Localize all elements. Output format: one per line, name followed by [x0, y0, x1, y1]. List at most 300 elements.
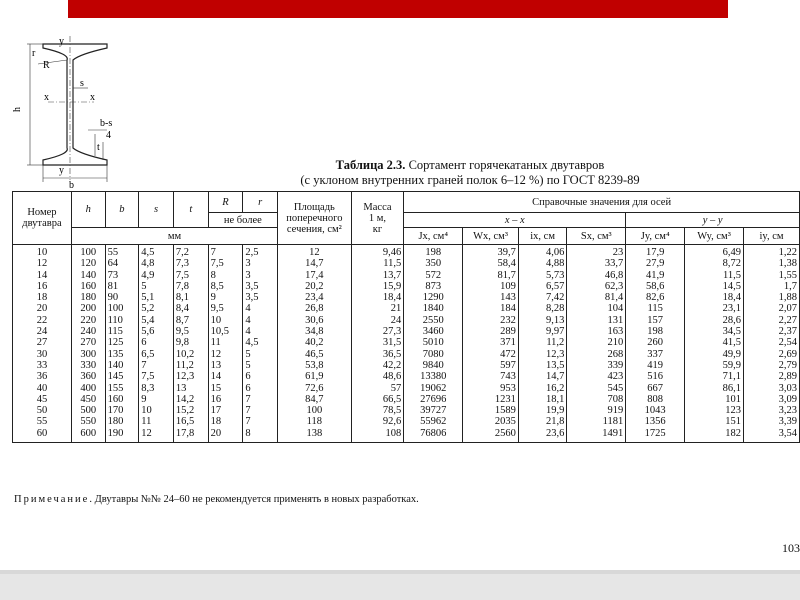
- cell-Wx: 597: [463, 360, 519, 371]
- label-R: R: [43, 60, 50, 71]
- table-row: [13, 428, 800, 443]
- cell-area: 14,7: [278, 258, 352, 269]
- cell-Wy: 41,5: [685, 337, 744, 348]
- cell-Jx: 55962: [404, 416, 463, 427]
- cell-number: 24: [13, 326, 72, 337]
- cell-b: 55: [105, 245, 139, 259]
- cell-iy: 2,07: [744, 303, 800, 314]
- note-text: . Двутавры №№ 24–60 не рекомендуется применять в новых разработках.: [89, 494, 419, 505]
- cell-r: 3: [243, 258, 278, 269]
- cell-Wx: 472: [463, 349, 519, 360]
- cell-R: 9: [208, 292, 243, 303]
- cell-Wx: 743: [463, 371, 519, 382]
- cell-iy: 2,79: [744, 360, 800, 371]
- header-Jx: Jx, см⁴: [404, 228, 463, 245]
- cell-h: 300: [71, 349, 105, 360]
- cell-area: 17,4: [278, 270, 352, 281]
- cell-s: 4,8: [139, 258, 174, 269]
- cell-Wx: 2035: [463, 416, 519, 427]
- cell-area: 46,5: [278, 349, 352, 360]
- cell-number: 12: [13, 258, 72, 269]
- cell-t: 16,5: [173, 416, 208, 427]
- cell-b: 110: [105, 315, 139, 326]
- cell-ix: 16,2: [518, 383, 566, 394]
- cell-ix: 13,5: [518, 360, 566, 371]
- cell-R: 8: [208, 270, 243, 281]
- cell-Jy: 82,6: [626, 292, 685, 303]
- cell-R: 20: [208, 428, 243, 443]
- cell-s: 6: [139, 337, 174, 348]
- cell-b: 100: [105, 303, 139, 314]
- cell-number: 36: [13, 371, 72, 382]
- ibeam-table: [12, 191, 800, 443]
- cell-r: 7: [243, 394, 278, 405]
- cell-Jx: 873: [404, 281, 463, 292]
- table-row: [13, 349, 800, 360]
- header-reference: Справочные значения для осей: [404, 192, 800, 213]
- cell-Wx: 232: [463, 315, 519, 326]
- cell-Sx: 708: [567, 394, 626, 405]
- table-row: [13, 292, 800, 303]
- table-caption: [280, 158, 660, 188]
- cell-s: 4,5: [139, 245, 174, 259]
- cell-b: 155: [105, 383, 139, 394]
- cell-ix: 6,57: [518, 281, 566, 292]
- cell-ix: 9,13: [518, 315, 566, 326]
- cell-Jx: 27696: [404, 394, 463, 405]
- cell-Jy: 337: [626, 349, 685, 360]
- cell-Wy: 182: [685, 428, 744, 443]
- cell-Wy: 59,9: [685, 360, 744, 371]
- cell-Jy: 115: [626, 303, 685, 314]
- cell-Wy: 14,5: [685, 281, 744, 292]
- cell-h: 500: [71, 405, 105, 416]
- cell-number: 18: [13, 292, 72, 303]
- cell-area: 40,2: [278, 337, 352, 348]
- cell-mass: 66,5: [351, 394, 404, 405]
- cell-R: 8,5: [208, 281, 243, 292]
- cell-Jx: 350: [404, 258, 463, 269]
- cell-h: 240: [71, 326, 105, 337]
- cell-h: 160: [71, 281, 105, 292]
- cell-mass: 57: [351, 383, 404, 394]
- cell-mass: 42,2: [351, 360, 404, 371]
- table-row: [13, 258, 800, 269]
- cell-Wx: 184: [463, 303, 519, 314]
- label-b-s: b-s: [100, 118, 113, 129]
- cell-h: 220: [71, 315, 105, 326]
- header-ix: ix, см: [518, 228, 566, 245]
- header-b: b: [105, 192, 139, 228]
- cell-Jx: 19062: [404, 383, 463, 394]
- cell-t: 10,2: [173, 349, 208, 360]
- label-t: t: [97, 142, 100, 153]
- cell-Wx: 143: [463, 292, 519, 303]
- cell-Sx: 1491: [567, 428, 626, 443]
- cell-iy: 2,37: [744, 326, 800, 337]
- cell-b: 115: [105, 326, 139, 337]
- cell-s: 12: [139, 428, 174, 443]
- cell-iy: 2,69: [744, 349, 800, 360]
- cell-mass: 11,5: [351, 258, 404, 269]
- header-area: Площадь поперечного сечения, см²: [278, 192, 352, 245]
- cell-iy: 2,27: [744, 315, 800, 326]
- cell-s: 11: [139, 416, 174, 427]
- table-row: [13, 315, 800, 326]
- table-note: [14, 494, 419, 505]
- cell-iy: 3,23: [744, 405, 800, 416]
- cell-Wy: 34,5: [685, 326, 744, 337]
- cell-Sx: 268: [567, 349, 626, 360]
- cell-Wy: 8,72: [685, 258, 744, 269]
- ibeam-section-drawing: [10, 30, 135, 192]
- cell-Sx: 81,4: [567, 292, 626, 303]
- cell-h: 400: [71, 383, 105, 394]
- table-row: [13, 270, 800, 281]
- cell-s: 6,5: [139, 349, 174, 360]
- cell-r: 6: [243, 371, 278, 382]
- cell-t: 9,8: [173, 337, 208, 348]
- cell-area: 100: [278, 405, 352, 416]
- cell-h: 120: [71, 258, 105, 269]
- cell-t: 7,5: [173, 270, 208, 281]
- cell-h: 270: [71, 337, 105, 348]
- cell-h: 550: [71, 416, 105, 427]
- cell-mass: 27,3: [351, 326, 404, 337]
- header-axis-yy: y – y: [626, 213, 800, 228]
- table-row: [13, 303, 800, 314]
- cell-mass: 15,9: [351, 281, 404, 292]
- cell-Jx: 39727: [404, 405, 463, 416]
- cell-h: 600: [71, 428, 105, 443]
- cell-number: 60: [13, 428, 72, 443]
- cell-Jx: 2550: [404, 315, 463, 326]
- cell-r: 4: [243, 303, 278, 314]
- header-t: t: [173, 192, 208, 228]
- cell-area: 20,2: [278, 281, 352, 292]
- cell-mass: 24: [351, 315, 404, 326]
- cell-Sx: 423: [567, 371, 626, 382]
- cell-t: 8,1: [173, 292, 208, 303]
- cell-R: 11: [208, 337, 243, 348]
- cell-Sx: 104: [567, 303, 626, 314]
- cell-Jx: 1840: [404, 303, 463, 314]
- cell-r: 5: [243, 360, 278, 371]
- cell-iy: 2,54: [744, 337, 800, 348]
- cell-s: 9: [139, 394, 174, 405]
- cell-Sx: 1181: [567, 416, 626, 427]
- cell-b: 170: [105, 405, 139, 416]
- cell-t: 15,2: [173, 405, 208, 416]
- cell-b: 190: [105, 428, 139, 443]
- cell-area: 84,7: [278, 394, 352, 405]
- cell-Jy: 27,9: [626, 258, 685, 269]
- cell-iy: 1,7: [744, 281, 800, 292]
- cell-mass: 48,6: [351, 371, 404, 382]
- header-Jy: Jy, см⁴: [626, 228, 685, 245]
- cell-iy: 1,38: [744, 258, 800, 269]
- cell-Wy: 23,1: [685, 303, 744, 314]
- cell-iy: 2,89: [744, 371, 800, 382]
- cell-ix: 9,97: [518, 326, 566, 337]
- cell-Jx: 76806: [404, 428, 463, 443]
- header-Wx: Wx, см³: [463, 228, 519, 245]
- cell-Sx: 339: [567, 360, 626, 371]
- cell-mass: 78,5: [351, 405, 404, 416]
- cell-r: 3,5: [243, 292, 278, 303]
- table-row: [13, 405, 800, 416]
- cell-number: 10: [13, 245, 72, 259]
- cell-R: 15: [208, 383, 243, 394]
- label-four: 4: [106, 130, 111, 141]
- cell-h: 100: [71, 245, 105, 259]
- cell-r: 8: [243, 428, 278, 443]
- cell-mass: 21: [351, 303, 404, 314]
- cell-Jx: 5010: [404, 337, 463, 348]
- cell-b: 140: [105, 360, 139, 371]
- cell-t: 12,3: [173, 371, 208, 382]
- table-row: [13, 360, 800, 371]
- header-iy: iy, см: [744, 228, 800, 245]
- cell-b: 135: [105, 349, 139, 360]
- page-number: 103: [782, 541, 800, 555]
- cell-area: 26,8: [278, 303, 352, 314]
- cell-r: 2,5: [243, 245, 278, 259]
- cell-R: 7: [208, 245, 243, 259]
- cell-R: 12: [208, 349, 243, 360]
- cell-Sx: 62,3: [567, 281, 626, 292]
- cell-Sx: 919: [567, 405, 626, 416]
- cell-Sx: 210: [567, 337, 626, 348]
- cell-Sx: 23: [567, 245, 626, 259]
- cell-ix: 21,8: [518, 416, 566, 427]
- cell-s: 7: [139, 360, 174, 371]
- header-number: Номер двутавра: [13, 192, 72, 245]
- bottom-stripe: [0, 570, 800, 574]
- label-x-left: x: [44, 92, 49, 103]
- cell-Jy: 808: [626, 394, 685, 405]
- cell-Wy: 123: [685, 405, 744, 416]
- cell-Wy: 11,5: [685, 270, 744, 281]
- cell-Wy: 86,1: [685, 383, 744, 394]
- caption-line2: (с уклоном внутренних граней полок 6–12 %) по ГОСТ 8239-89: [300, 173, 640, 187]
- cell-s: 8,3: [139, 383, 174, 394]
- cell-r: 4: [243, 326, 278, 337]
- cell-ix: 14,7: [518, 371, 566, 382]
- cell-s: 10: [139, 405, 174, 416]
- cell-mass: 92,6: [351, 416, 404, 427]
- cell-number: 50: [13, 405, 72, 416]
- cell-Jy: 1725: [626, 428, 685, 443]
- label-y-bottom: y: [59, 165, 64, 176]
- cell-t: 8,4: [173, 303, 208, 314]
- cell-Jy: 667: [626, 383, 685, 394]
- cell-b: 90: [105, 292, 139, 303]
- cell-ix: 7,42: [518, 292, 566, 303]
- table-row: [13, 337, 800, 348]
- top-banner: [68, 0, 728, 18]
- cell-area: 23,4: [278, 292, 352, 303]
- label-r: r: [32, 48, 36, 59]
- cell-area: 12: [278, 245, 352, 259]
- cell-Wy: 49,9: [685, 349, 744, 360]
- cell-mass: 9,46: [351, 245, 404, 259]
- cell-ix: 12,3: [518, 349, 566, 360]
- cell-ix: 4,06: [518, 245, 566, 259]
- cell-area: 34,8: [278, 326, 352, 337]
- cell-Jx: 9840: [404, 360, 463, 371]
- cell-number: 14: [13, 270, 72, 281]
- cell-Wy: 28,6: [685, 315, 744, 326]
- label-y-top: y: [59, 36, 64, 47]
- label-s: s: [80, 78, 84, 89]
- cell-s: 5,4: [139, 315, 174, 326]
- table-row: [13, 416, 800, 427]
- cell-number: 30: [13, 349, 72, 360]
- cell-Jy: 17,9: [626, 245, 685, 259]
- cell-Jx: 3460: [404, 326, 463, 337]
- cell-iy: 3,03: [744, 383, 800, 394]
- cell-b: 64: [105, 258, 139, 269]
- cell-Wx: 58,4: [463, 258, 519, 269]
- header-mass: Масса 1 м, кг: [351, 192, 404, 245]
- header-mm: мм: [71, 228, 277, 245]
- cell-R: 9,5: [208, 303, 243, 314]
- cell-r: 7: [243, 405, 278, 416]
- cell-s: 7,5: [139, 371, 174, 382]
- cell-R: 14: [208, 371, 243, 382]
- cell-Wx: 1231: [463, 394, 519, 405]
- cell-Sx: 33,7: [567, 258, 626, 269]
- header-s: s: [139, 192, 174, 228]
- cell-iy: 3,39: [744, 416, 800, 427]
- cell-Wy: 71,1: [685, 371, 744, 382]
- cell-Jy: 260: [626, 337, 685, 348]
- header-Wy: Wy, см³: [685, 228, 744, 245]
- cell-Jy: 198: [626, 326, 685, 337]
- cell-t: 14,2: [173, 394, 208, 405]
- cell-Wx: 953: [463, 383, 519, 394]
- cell-t: 17,8: [173, 428, 208, 443]
- cell-area: 30,6: [278, 315, 352, 326]
- header-axis-xx: x – x: [404, 213, 626, 228]
- cell-h: 140: [71, 270, 105, 281]
- cell-r: 6: [243, 383, 278, 394]
- table-row: [13, 326, 800, 337]
- table-row: [13, 281, 800, 292]
- cell-Jy: 58,6: [626, 281, 685, 292]
- cell-h: 450: [71, 394, 105, 405]
- table-row: [13, 383, 800, 394]
- cell-ix: 18,1: [518, 394, 566, 405]
- label-h: h: [12, 107, 23, 112]
- cell-R: 10: [208, 315, 243, 326]
- cell-iy: 3,09: [744, 394, 800, 405]
- cell-number: 45: [13, 394, 72, 405]
- table-row: [13, 394, 800, 405]
- cell-Sx: 545: [567, 383, 626, 394]
- cell-Jy: 157: [626, 315, 685, 326]
- cell-r: 7: [243, 416, 278, 427]
- cell-s: 5,1: [139, 292, 174, 303]
- cell-mass: 31,5: [351, 337, 404, 348]
- cell-R: 13: [208, 360, 243, 371]
- cell-number: 33: [13, 360, 72, 371]
- cell-h: 330: [71, 360, 105, 371]
- label-x-right: x: [90, 92, 95, 103]
- cell-Jy: 1356: [626, 416, 685, 427]
- cell-s: 5,2: [139, 303, 174, 314]
- cell-Sx: 46,8: [567, 270, 626, 281]
- cell-R: 16: [208, 394, 243, 405]
- cell-mass: 108: [351, 428, 404, 443]
- header-Sx: Sx, см³: [567, 228, 626, 245]
- cell-R: 18: [208, 416, 243, 427]
- cell-Wx: 39,7: [463, 245, 519, 259]
- cell-r: 5: [243, 349, 278, 360]
- cell-t: 8,7: [173, 315, 208, 326]
- cell-ix: 19,9: [518, 405, 566, 416]
- cell-Jy: 419: [626, 360, 685, 371]
- cell-Jx: 572: [404, 270, 463, 281]
- cell-t: 9,5: [173, 326, 208, 337]
- cell-iy: 1,55: [744, 270, 800, 281]
- cell-Wy: 101: [685, 394, 744, 405]
- header-r: r: [243, 192, 278, 213]
- cell-iy: 1,88: [744, 292, 800, 303]
- cell-mass: 13,7: [351, 270, 404, 281]
- cell-b: 81: [105, 281, 139, 292]
- cell-area: 53,8: [278, 360, 352, 371]
- cell-R: 10,5: [208, 326, 243, 337]
- cell-Wy: 18,4: [685, 292, 744, 303]
- header-h: h: [71, 192, 105, 228]
- cell-Wx: 1589: [463, 405, 519, 416]
- cell-ix: 5,73: [518, 270, 566, 281]
- cell-r: 3: [243, 270, 278, 281]
- note-label: Примечание: [14, 494, 90, 505]
- cell-b: 125: [105, 337, 139, 348]
- cell-s: 5,6: [139, 326, 174, 337]
- cell-Wx: 2560: [463, 428, 519, 443]
- caption-title: Таблица 2.3.: [335, 158, 406, 172]
- cell-r: 3,5: [243, 281, 278, 292]
- cell-Sx: 131: [567, 315, 626, 326]
- cell-Sx: 163: [567, 326, 626, 337]
- cell-h: 200: [71, 303, 105, 314]
- header-not-more: не более: [208, 213, 277, 228]
- cell-t: 7,8: [173, 281, 208, 292]
- cell-b: 180: [105, 416, 139, 427]
- cell-number: 16: [13, 281, 72, 292]
- table-row: [13, 371, 800, 382]
- cell-number: 22: [13, 315, 72, 326]
- cell-area: 118: [278, 416, 352, 427]
- table-row: [13, 245, 800, 259]
- cell-Jx: 198: [404, 245, 463, 259]
- cell-Jx: 1290: [404, 292, 463, 303]
- cell-iy: 3,54: [744, 428, 800, 443]
- cell-ix: 8,28: [518, 303, 566, 314]
- cell-area: 72,6: [278, 383, 352, 394]
- cell-r: 4: [243, 315, 278, 326]
- cell-Wy: 6,49: [685, 245, 744, 259]
- cell-b: 160: [105, 394, 139, 405]
- cell-s: 4,9: [139, 270, 174, 281]
- cell-iy: 1,22: [744, 245, 800, 259]
- cell-Jx: 13380: [404, 371, 463, 382]
- cell-Jy: 516: [626, 371, 685, 382]
